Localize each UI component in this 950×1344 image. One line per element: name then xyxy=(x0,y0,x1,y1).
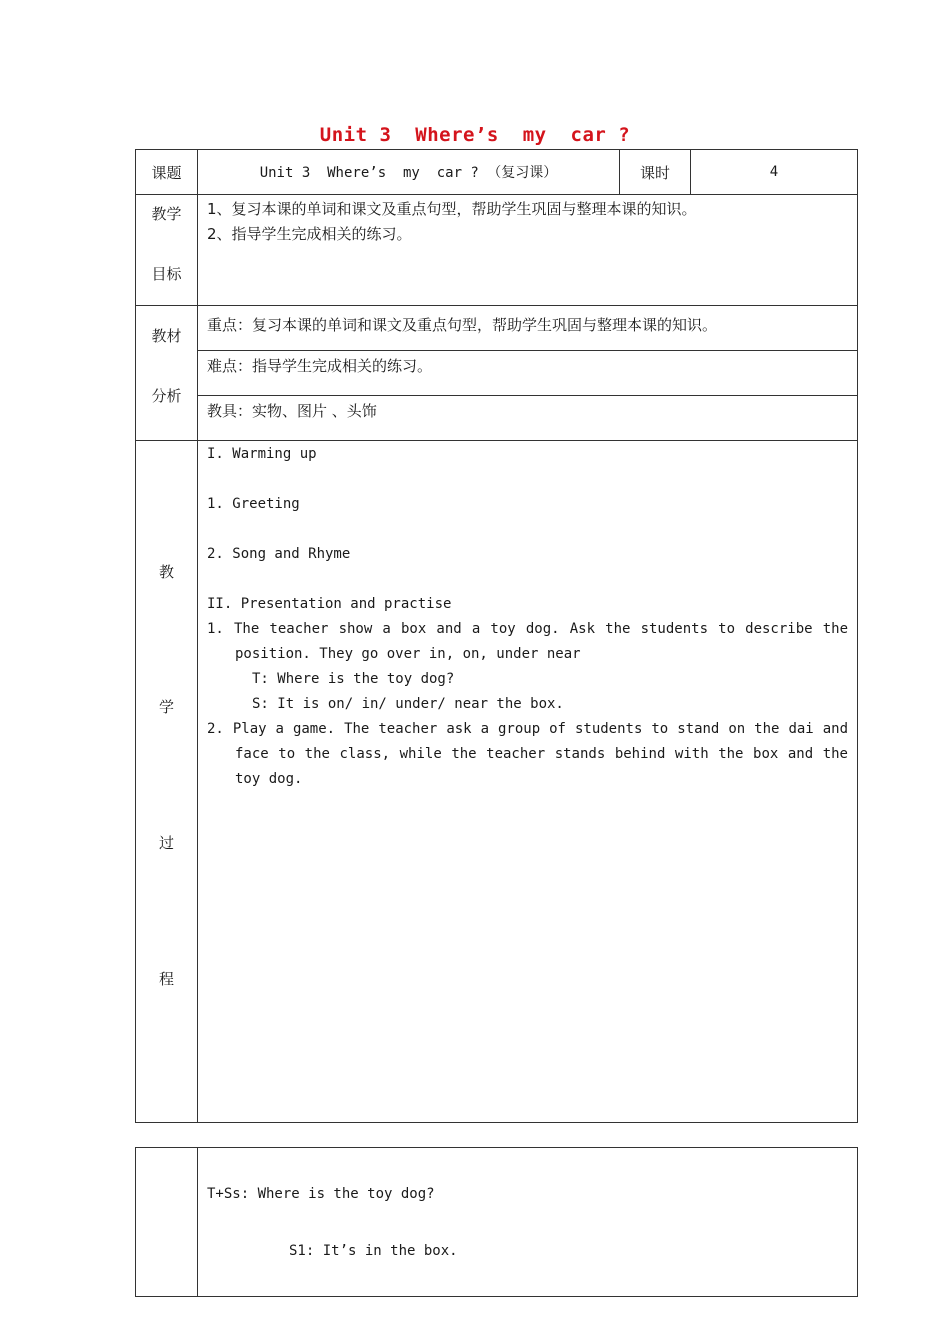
analysis-label-line2: 分析 xyxy=(151,387,182,405)
analysis-label xyxy=(136,306,198,441)
section-heading: I. Warming up xyxy=(207,446,317,462)
goals-content xyxy=(198,195,858,306)
page-title: Unit 3 Where’s my car ? xyxy=(319,124,631,146)
continuation-content xyxy=(198,1148,858,1297)
dialog-line: S: It is on/ in/ under/ near the box. xyxy=(252,696,564,712)
dialog-line: T: Where is the toy dog? xyxy=(252,671,455,687)
goals-label-line1: 教学 xyxy=(151,205,182,223)
dialog-line: T+Ss: Where is the toy dog? xyxy=(207,1186,435,1202)
step-item: 2. Play a game. The teacher ask a group of students to stand on the dai and face to the class, while the teacher stands behind with the box and the toy dog. xyxy=(207,721,848,787)
dialog-line: S1: It’s in the box. xyxy=(289,1243,458,1259)
lesson-plan-table xyxy=(135,149,858,1123)
topic-value: Unit 3 Where’s my car ? （复习课） xyxy=(198,150,620,195)
process-content xyxy=(198,441,858,1123)
step-item: 1. Greeting xyxy=(207,496,300,512)
teaching-tools: 教具：实物、图片 、头饰 xyxy=(198,396,858,441)
process-label-char: 教 xyxy=(158,563,174,581)
continuation-label-cell xyxy=(136,1148,198,1297)
process-label-char: 程 xyxy=(158,970,174,988)
process-label-char: 学 xyxy=(158,698,174,716)
topic-label: 课题 xyxy=(136,150,198,195)
section-heading: II. Presentation and practise xyxy=(207,596,452,612)
goals-label-line2: 目标 xyxy=(151,265,182,283)
step-item: 1. The teacher show a box and a toy dog. Ask the students to describe the position. They go over in, on, under near xyxy=(207,621,848,662)
goals-label xyxy=(136,195,198,306)
goal-item: 2、指导学生完成相关的练习。 xyxy=(207,225,412,243)
period-label: 课时 xyxy=(620,150,691,195)
difficult-point: 难点：指导学生完成相关的练习。 xyxy=(198,351,858,396)
continuation-table xyxy=(135,1147,858,1297)
step-item: 2. Song and Rhyme xyxy=(207,546,351,562)
process-label xyxy=(136,441,198,1123)
period-value: 4 xyxy=(691,150,858,195)
key-point: 重点：复习本课的单词和课文及重点句型，帮助学生巩固与整理本课的知识。 xyxy=(198,306,858,351)
analysis-label-line1: 教材 xyxy=(151,327,182,345)
process-label-char: 过 xyxy=(158,834,174,852)
goal-item: 1、复习本课的单词和课文及重点句型，帮助学生巩固与整理本课的知识。 xyxy=(207,200,697,218)
